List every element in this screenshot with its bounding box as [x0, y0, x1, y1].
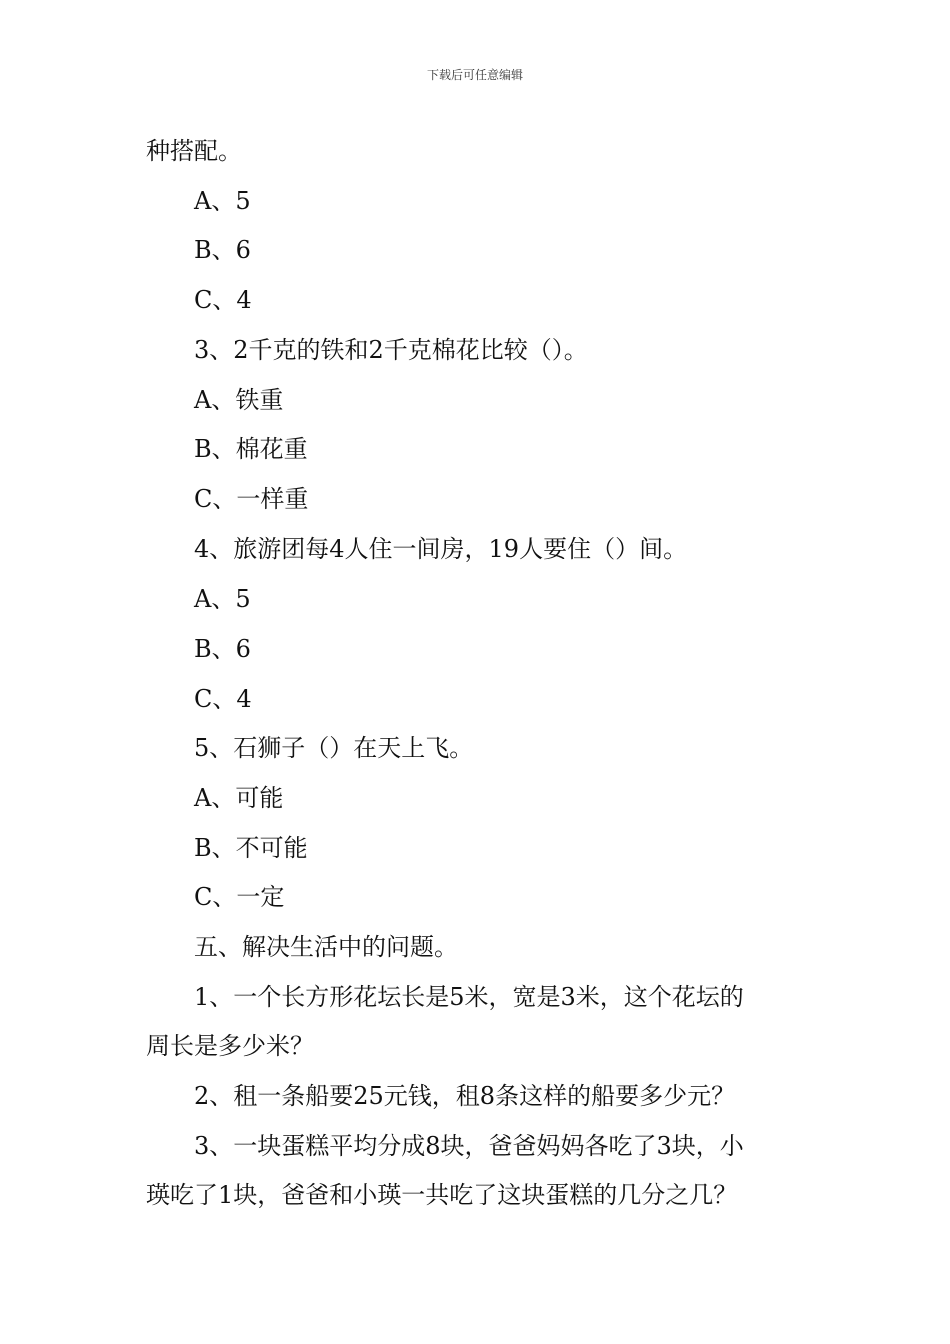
question-5: 5、石狮子（）在天上飞。 — [194, 734, 474, 762]
section-heading: 五、解决生活中的问题。 — [194, 933, 458, 961]
option-b: B、6 — [194, 236, 251, 264]
option-c: C、4 — [194, 286, 252, 314]
option-b: B、棉花重 — [194, 435, 308, 463]
option-a: A、5 — [194, 187, 251, 215]
option-b: B、不可能 — [194, 834, 308, 862]
option-c: C、一样重 — [194, 485, 309, 513]
question-4: 4、旅游团每4人住一间房，19人要住（）间。 — [194, 535, 688, 563]
problem-1-cont: 周长是多少米？ — [146, 1032, 314, 1060]
text-line: 种搭配。 — [146, 137, 242, 165]
page-header: 下载后可任意编辑 — [426, 68, 523, 82]
question-3: 3、2千克的铁和2千克棉花比较（）。 — [194, 336, 588, 364]
problem-1: 1、一个长方形花坛长是5米，宽是3米，这个花坛的 — [194, 983, 744, 1011]
problem-2: 2、租一条船要25元钱，租8条这样的船要多少元？ — [194, 1082, 736, 1110]
option-b: B、6 — [194, 635, 251, 663]
option-c: C、4 — [194, 685, 252, 713]
problem-3: 3、一块蛋糕平均分成8块，爸爸妈妈各吃了3块，小 — [194, 1132, 744, 1160]
option-a: A、可能 — [194, 784, 284, 812]
option-a: A、5 — [194, 585, 251, 613]
problem-3-cont: 瑛吃了1块，爸爸和小瑛一共吃了这块蛋糕的几分之几？ — [146, 1181, 738, 1209]
option-a: A、铁重 — [194, 386, 284, 414]
option-c: C、一定 — [194, 883, 285, 911]
